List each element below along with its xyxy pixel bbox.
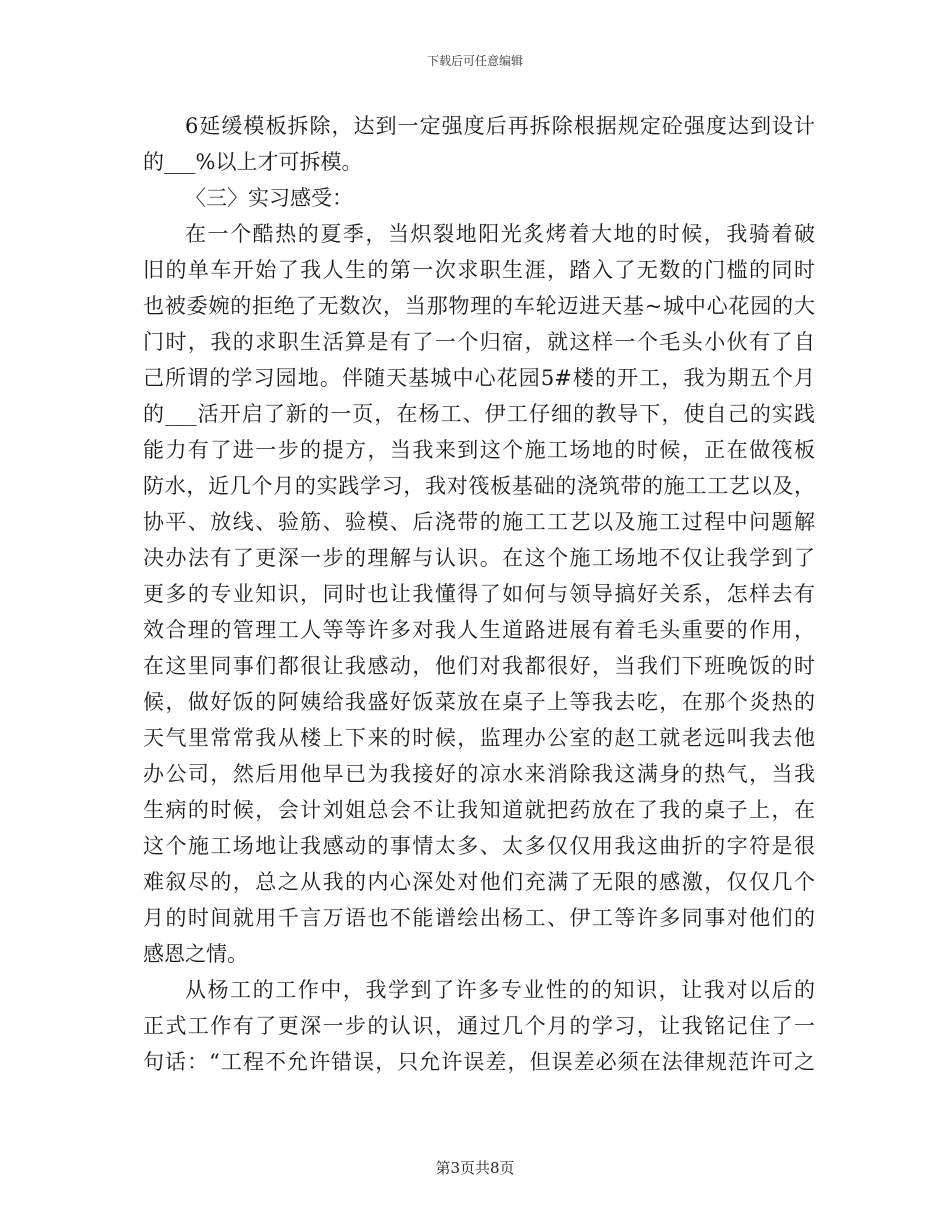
text-line: 句话：“工程不允许错误，只允许误差，但误差必须在法律规范许可之 bbox=[143, 1050, 815, 1074]
text-line: 候，做好饭的阿姨给我盛好饭菜放在桌子上等我去吃，在那个炎热的 bbox=[143, 690, 815, 714]
text-line: 的___活开启了新的一页，在杨工、伊工仔细的教导下，使自己的实践 bbox=[143, 402, 815, 426]
text-line: 的___%以上才可拆模。 bbox=[143, 150, 363, 174]
text-line: 在这里同事们都很让我感动，他们对我都很好，当我们下班晚饭的时 bbox=[143, 654, 815, 678]
text-line: 从杨工的工作中，我学到了许多专业性的的知识，让我对以后的 bbox=[185, 978, 815, 1002]
section-heading: 〈三〉实习感受： bbox=[185, 186, 353, 210]
text-line: 在一个酷热的夏季，当炽裂地阳光炙烤着大地的时候，我骑着破 bbox=[185, 222, 815, 246]
text-line: 也被委婉的拒绝了无数次，当那物理的车轮迈进天基~城中心花园的大 bbox=[143, 294, 815, 318]
text-line: 办公司，然后用他早已为我接好的凉水来消除我这满身的热气，当我 bbox=[143, 762, 815, 786]
text-line: 旧的单车开始了我人生的第一次求职生涯，踏入了无数的门槛的同时 bbox=[143, 258, 815, 282]
text-line: 这个施工场地让我感动的事情太多、太多仅仅用我这曲折的字符是很 bbox=[143, 834, 815, 858]
text-line: 己所谓的学习园地。伴随天基城中心花园5#楼的开工，我为期五个月 bbox=[143, 366, 815, 390]
page-number: 第3页共8页 bbox=[435, 1159, 515, 1177]
document-body bbox=[143, 108, 815, 1080]
text-line: 感恩之情。 bbox=[143, 942, 248, 966]
text-line: 门时，我的求职生活算是有了一个归宿，就这样一个毛头小伙有了自 bbox=[143, 330, 815, 354]
text-line: 更多的专业知识，同时也让我懂得了如何与领导搞好关系，怎样去有 bbox=[143, 582, 815, 606]
text-line: 月的时间就用千言万语也不能谱绘出杨工、伊工等许多同事对他们的 bbox=[143, 906, 815, 930]
text-line: 效合理的管理工人等等许多对我人生道路进展有着毛头重要的作用， bbox=[143, 618, 815, 642]
text-line: 生病的时候，会计刘姐总会不让我知道就把药放在了我的桌子上，在 bbox=[143, 798, 815, 822]
text-line: 正式工作有了更深一步的认识，通过几个月的学习，让我铭记住了一 bbox=[143, 1014, 815, 1038]
text-line: 6延缓模板拆除，达到一定强度后再拆除根据规定砼强度达到设计 bbox=[185, 114, 815, 138]
text-line: 天气里常常我从楼上下来的时候，监理办公室的赵工就老远叫我去他 bbox=[143, 726, 815, 750]
text-line: 决办法有了更深一步的理解与认识。在这个施工场地不仅让我学到了 bbox=[143, 546, 815, 570]
text-line: 难叙尽的，总之从我的内心深处对他们充满了无限的感激，仅仅几个 bbox=[143, 870, 815, 894]
text-line: 协平、放线、验筋、验模、后浇带的施工工艺以及施工过程中问题解 bbox=[143, 510, 815, 534]
text-line: 能力有了进一步的提方，当我来到这个施工场地的时候，正在做筏板 bbox=[143, 438, 815, 462]
text-line: 防水，近几个月的实践学习，我对筏板基础的浇筑带的施工工艺以及， bbox=[143, 474, 815, 498]
page-header: 下载后可任意编辑 bbox=[426, 54, 523, 68]
